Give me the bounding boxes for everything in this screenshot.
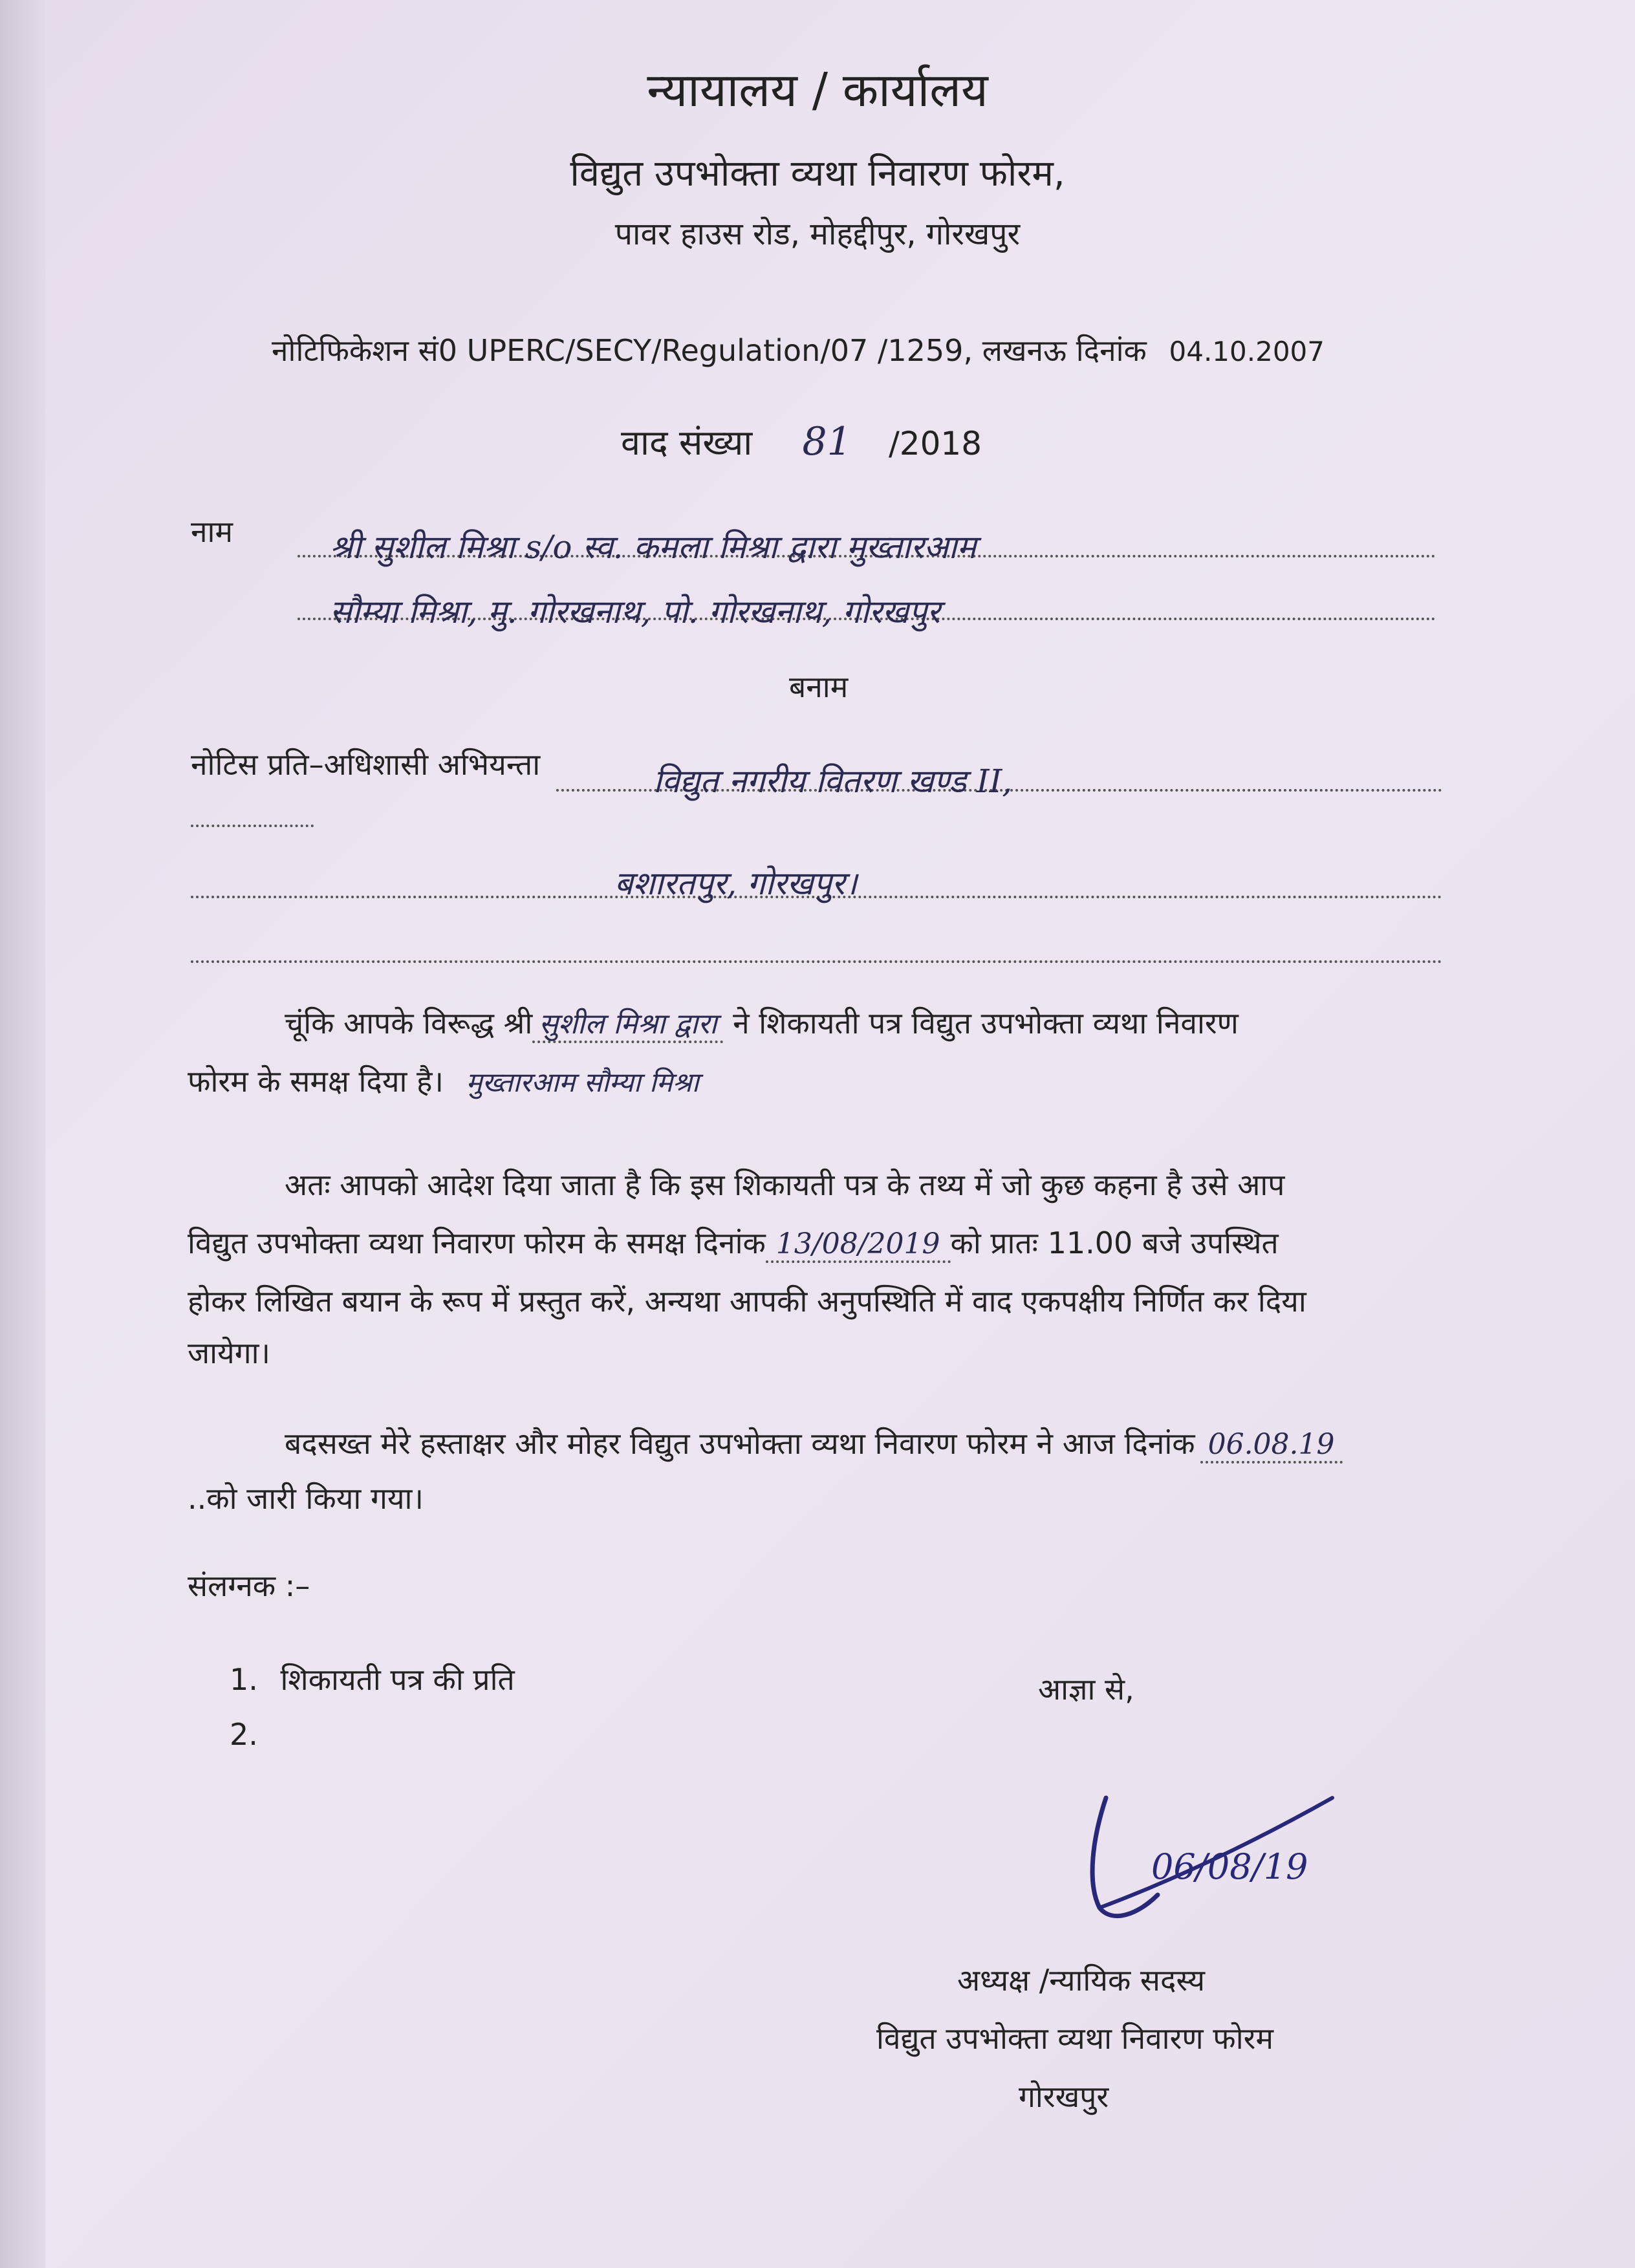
attachment-1-text: शिकायती पत्र की प्रति [280, 1662, 515, 1697]
notice-dotline-short [191, 825, 314, 827]
notification-line [272, 330, 1325, 370]
signatory-forum: विद्युत उपभोक्ता व्यथा निवारण फोरम [876, 2021, 1273, 2056]
para2-line3: होकर लिखित बयान के रूप में प्रस्तुत करें, अन्यथा आपकी अनुपस्थिति में वाद एकपक्षीय निर्णित कर दिया [188, 1284, 1306, 1319]
attachment-2-num: 2. [230, 1717, 258, 1752]
notification-text: नोटिफिकेशन सं0 UPERC/SECY/Regulation/07 /1259, लखनऊ दिनांक [272, 333, 1147, 368]
signature-date: 06/08/19 [1151, 1846, 1308, 1887]
para1-text-b: ने शिकायती पत्र विद्युत उपभोक्ता व्यथा निवारण [733, 1006, 1239, 1041]
name-line-2: सौम्या मिश्रा, मु. गोरखनाथ, पो. गोरखनाथ, गोरखपुर [330, 593, 940, 631]
attachment-1-num: 1. [230, 1662, 258, 1697]
para3-line1 [285, 1423, 1343, 1463]
para1-text-a: चूंकि आपके विरूद्ध श्री [285, 1006, 533, 1041]
court-title: न्यायालय / कार्यालय [647, 63, 988, 117]
signatory-designation: अध्यक्ष /न्यायिक सदस्य [957, 1963, 1206, 1998]
notice-line-1: विद्युत नगरीय वितरण खण्ड II, [653, 762, 1013, 800]
para2-date: 13/08/2019 [766, 1227, 951, 1263]
para1-hand-poa: मुख्तारआम सौम्या मिश्रा [466, 1066, 699, 1098]
para2-text-b: को प्रातः 11.00 बजे उपस्थित [950, 1226, 1279, 1260]
notice-dotline-3 [191, 960, 1442, 963]
attachments-label: संलग्नक :– [188, 1568, 310, 1603]
para2-text-a: विद्युत उपभोक्ता व्यथा निवारण फोरम के समक्ष दिनांक [188, 1226, 766, 1260]
para3-text-a: बदसख्त मेरे हस्ताक्षर और मोहर विद्युत उपभोक्ता व्यथा निवारण फोरम ने आज दिनांक [285, 1426, 1195, 1461]
para2-line1: अतः आपको आदेश दिया जाता है कि इस शिकायती पत्र के तथ्य में जो कुछ कहना है उसे आप [285, 1167, 1285, 1202]
versus-label: बनाम [789, 669, 849, 704]
notice-line-2: बशारतपुर, गोरखपुर। [614, 865, 858, 902]
name-line-1: श्री सुशील मिश्रा s/o स्व. कमला मिश्रा द्वारा मुख्तारआम [330, 528, 977, 566]
page-edge-shadow [0, 0, 45, 2268]
para2-line2 [188, 1222, 1279, 1262]
para1-hand-name: सुशील मिश्रा द्वारा [532, 1008, 723, 1043]
case-number: 81 [802, 419, 852, 464]
notice-label: नोटिस प्रति–अधिशासी अभियन्ता [191, 747, 541, 782]
case-label: वाद संख्या [621, 422, 753, 463]
attachment-1 [230, 1659, 515, 1699]
signatory-city: गोरखपुर [1019, 2079, 1109, 2114]
para3-date: 06.08.19 [1200, 1428, 1343, 1463]
case-number-line [621, 417, 982, 465]
para1-text-c: फोरम के समक्ष दिया है। [188, 1064, 444, 1099]
para1-line1 [285, 1002, 1239, 1042]
para1-line2 [188, 1061, 699, 1101]
notification-date: 04.10.2007 [1169, 336, 1325, 367]
case-year: /2018 [888, 425, 982, 462]
para2-line4: जायेगा। [188, 1335, 270, 1370]
forum-name: विद्युत उपभोक्ता व्यथा निवारण फोरम, [570, 153, 1065, 195]
order-text: आज्ञा से, [1038, 1672, 1134, 1707]
forum-address: पावर हाउस रोड, मोहद्दीपुर, गोरखपुर [614, 216, 1021, 252]
para3-line2: ..को जारी किया गया। [188, 1481, 424, 1516]
name-label: नाम [191, 514, 233, 549]
